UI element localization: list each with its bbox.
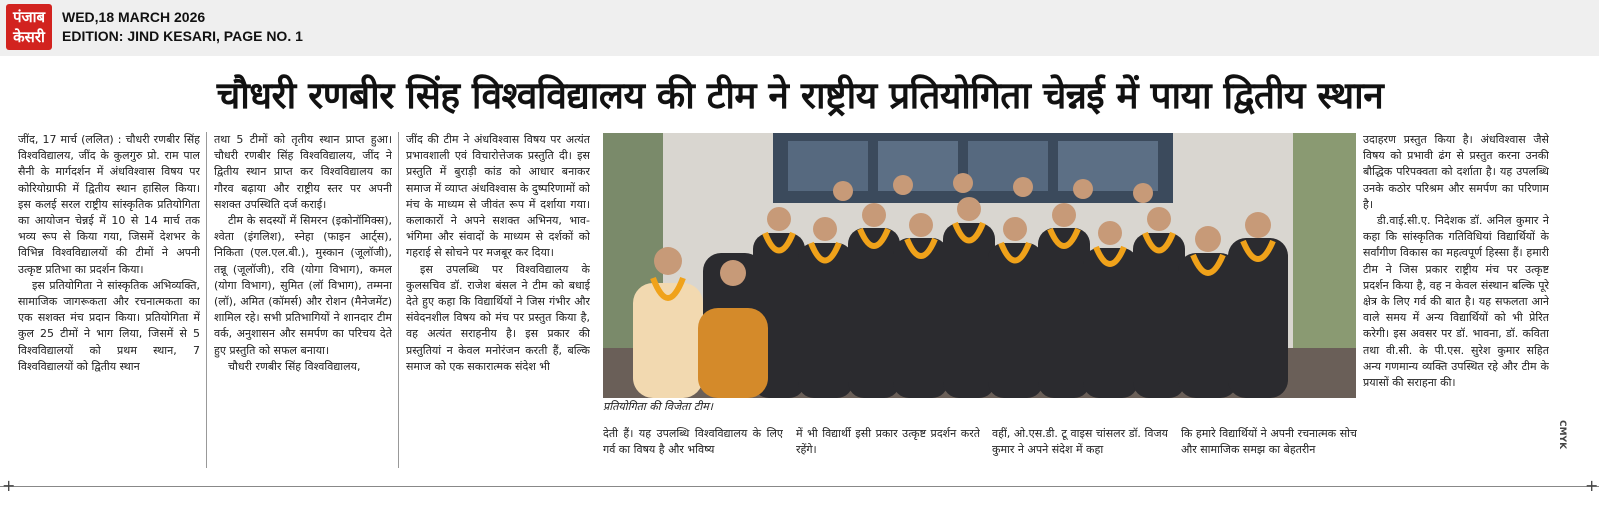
article-headline: चौधरी रणबीर सिंह विश्वविद्यालय की टीम ने राष्ट्रीय प्रतियोगिता चेन्नई में पाया द्वितीय स्थान — [216, 74, 1384, 117]
paragraph: जींद की टीम ने अंधविश्वास विषय पर अत्यंत प्रभावशाली एवं विचारोत्तेजक प्रस्तुति दी। इस प्रस्तुति में बुराड़ी कांड को आधार बनाकर समाज में व्याप्त अंधविश्वास के दुष्परिणामों को मंच के माध्यम से जीवंत रूप में दर्शाया गया। कलाकारों ने अपने सशक्त अभिनय, भाव-भंगिमा और संवादों के माध्यम से दर्शकों को गहराई से सोचने पर मजबूर कर दिया। — [406, 133, 590, 260]
edition-info — [62, 8, 303, 46]
newspaper-logo — [6, 4, 52, 50]
paragraph: डी.वाई.सी.ए. निदेशक डॉ. अनिल कुमार ने कहा कि सांस्कृतिक गतिविधियां विद्यार्थियों के सर्वांगीण विकास का महत्वपूर्ण हिस्सा हैं। हमारी टीम ने जिस प्रकार राष्ट्रीय मंच पर उत्कृष्ट प्रदर्शन किया है, वह न केवल संस्थान बल्कि पूरे क्षेत्र के लिए गर्व की बात है। यह सफलता आने वाले समय में अन्य विद्यार्थियों को भी प्रेरित करेगी। इस अवसर पर डॉ. भावना, डॉ. कविता तथा वी.सी. के पी.एस. सुरेश कुमार सहित अन्य गणमान्य व्यक्ति उपस्थित रहे और टीम के प्रयासों की सराहना की। — [1363, 214, 1549, 390]
paragraph: तथा 5 टीमों को तृतीय स्थान प्राप्त हुआ। चौधरी रणबीर सिंह विश्वविद्यालय, जींद ने द्वितीय स्थान प्राप्त कर विश्वविद्यालय का गौरव बढ़ाया और राष्ट्रीय स्तर पर अपनी सशक्त उपस्थिति दर्ज कराई। — [214, 133, 392, 211]
paragraph: टीम के सदस्यों में सिमरन (इकोनॉमिक्स), श्वेता (इंगलिश), स्नेहा (फाइन आर्ट्स), निकिता (एल.एल.बी.), मुस्कान (जूलॉजी), तन्नू (जूलॉजी), रवि (योगा विभाग), कमल (योगा विभाग), सुमित (लॉ विभाग), तम्मना (लॉ), अमित (कॉमर्स) और रोशन (मैनेजमेंट) शामिल रहे। सभी प्रतिभागियों ने शानदार टीम वर्क, अनुशासन और समर्पण का परिचय देते हुए प्रस्तुति को सफल बनाया। — [214, 214, 392, 357]
issue-date: WED,18 MARCH 2026 — [62, 9, 206, 25]
registration-mark: + — [1585, 476, 1599, 495]
photo-caption: प्रतियोगिता की विजेता टीम। — [603, 400, 713, 413]
article-column-2 — [214, 132, 392, 472]
paragraph: चौधरी रणबीर सिंह विश्वविद्यालय, — [228, 359, 361, 373]
bottom-column-2: में भी विद्यार्थी इसी प्रकार उत्कृष्ट प्रदर्शन करते रहेंगे। — [796, 427, 980, 457]
team-photo — [603, 133, 1356, 398]
edition-label: EDITION: JIND KESARI, PAGE NO. 1 — [62, 28, 303, 44]
column-divider — [206, 132, 207, 468]
paragraph: जींद, 17 मार्च (ललित) : चौधरी रणबीर सिंह विश्वविद्यालय, जींद के कुलगुरु प्रो. राम पाल सैनी के मार्गदर्शन में अंधविश्वास विषय पर कोरियोग्राफी में द्वितीय स्थान हासिल किया। इस कलई सरल राष्ट्रीय सांस्कृतिक प्रतियोगिता का आयोजन चेन्नई में 10 से 14 मार्च तक भव्य रूप से किया गया, जिसमें देशभर के विभिन्न विश्वविद्यालयों की टीमों ने अपनी उत्कृष्ट प्रतिभा का प्रदर्शन किया। — [18, 133, 200, 276]
article-column-3 — [406, 132, 590, 472]
paragraph: उदाहरण प्रस्तुत किया है। अंधविश्वास जैसे विषय को प्रभावी ढंग से प्रस्तुत करना उनकी बौद्धिक परिपक्वता को दर्शाता है। यह उपलब्धि उनके कठोर परिश्रम और समर्पण का परिणाम है। — [1363, 133, 1549, 211]
cmyk-mark: CMYK — [1557, 420, 1567, 450]
paragraph: इस उपलब्धि पर विश्वविद्यालय के कुलसचिव डॉ. राजेश बंसल ने टीम को बधाई देते हुए कहा कि विद्यार्थियों ने जिस गंभीर और संवेदनशील विषय को मंच पर प्रस्तुत किया है, वह अत्यंत सराहनीय है। इस प्रकार की प्रस्तुतियां न केवल मनोरंजन करती हैं, बल्कि समाज को एक सकारात्मक संदेश भी — [406, 262, 590, 373]
logo-line-1: पंजाब — [12, 8, 46, 26]
article-column-4 — [1363, 132, 1549, 472]
column-divider — [398, 132, 399, 468]
page-bottom-rule — [0, 486, 1599, 487]
registration-mark: + — [2, 476, 16, 495]
article-column-1 — [18, 132, 200, 472]
team-photo-illustration — [603, 133, 1356, 398]
paragraph: इस प्रतियोगिता ने सांस्कृतिक अभिव्यक्ति, सामाजिक जागरूकता और रचनात्मकता का एक सशक्त मंच प्रदान किया। प्रतियोगिता में कुल 25 टीमों ने भाग लिया, जिसमें से 5 विश्वविद्यालयों को प्रथम स्थान, 7 विश्वविद्यालयों को द्वितीय स्थान — [18, 278, 200, 373]
bottom-column-4: कि हमारे विद्यार्थियों ने अपनी रचनात्मक सोच और सामाजिक समझ का बेहतरीन — [1181, 427, 1357, 457]
bottom-column-1: देती हैं। यह उपलब्धि विश्वविद्यालय के लिए गर्व का विषय है और भविष्य — [603, 427, 783, 457]
logo-line-2: केसरी — [13, 28, 45, 46]
masthead-bar — [0, 0, 1599, 56]
bottom-column-3: वहीं, ओ.एस.डी. टू वाइस चांसलर डॉ. विजय कुमार ने अपने संदेश में कहा — [992, 427, 1168, 457]
